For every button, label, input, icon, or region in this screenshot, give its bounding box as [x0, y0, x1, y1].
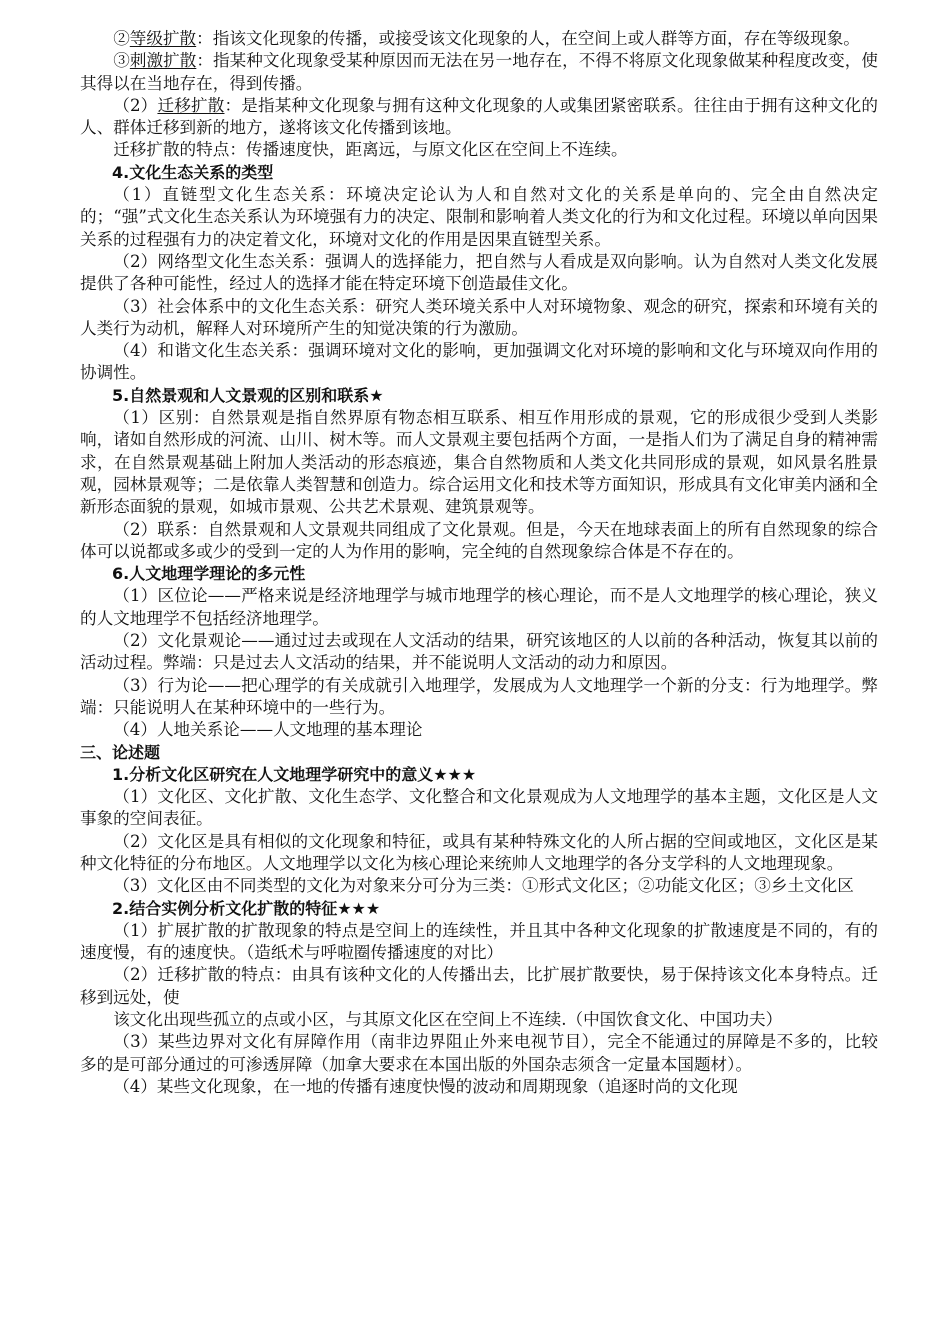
underlined-term: 迁移扩散 — [157, 95, 225, 115]
item-marker: ③ — [113, 51, 130, 71]
item-marker: （2） — [113, 95, 158, 115]
body-paragraph: （3）行为论——把心理学的有关成就引入地理学，发展成为人文地理学一个新的分支：行为地理学。弊端：只能说明人在某种环境中的一些行为。 — [80, 675, 878, 717]
subsection-heading: 4.文化生态关系的类型 — [112, 162, 274, 182]
body-paragraph: （1）扩展扩散的扩散现象的特点是空间上的连续性，并且其中各种文化现象的扩散速度是不同的，有的速度慢，有的速度快。（造纸术与呼啦圈传播速度的对比） — [80, 920, 878, 963]
body-paragraph: （2）联系：自然景观和人文景观共同组成了文化景观。但是，今天在地球表面上的所有自然现象的综合体可以说都或多或少的受到一定的人为作用的影响，完全纯的自然现象综合体是不存在的。 — [80, 519, 878, 561]
body-paragraph — [80, 95, 878, 140]
underlined-term: 刺激扩散 — [129, 51, 197, 71]
body-paragraph: （4）人地关系论——人文地理的基本理论 — [113, 720, 423, 740]
body-paragraph: （1）区位论——严格来说是经济地理学与城市地理学的核心理论，而不是人文地理学的核心理论，狭义的人文地理学不包括经济地理学。 — [80, 586, 878, 628]
body-paragraph: （3）文化区由不同类型的文化为对象来分可分为三类：①形式文化区；②功能文化区；③乡土文化区 — [113, 876, 854, 896]
body-paragraph: （1）直链型文化生态关系：环境决定论认为人和自然对文化的关系是单向的、完全由自然决定的；“强”式文化生态关系认为环境强有力的决定、限制和影响着人类文化的行为和文化过程。环境以单向因果关系的过程强有力的决定着文化，环境对文化的作用是因果直链型关系。 — [80, 185, 878, 249]
body-paragraph: 该文化出现些孤立的点或小区，与其原文化区在空间上不连续.（中国饮食文化、中国功夫） — [113, 1010, 783, 1030]
body-paragraph: （3）社会体系中的文化生态关系：研究人类环境关系中人对环境物象、观念的研究，探索和环境有关的人类行为动机，解释人对环境所产生的知觉决策的行为激励。 — [80, 296, 878, 338]
body-paragraph: （2）迁移扩散的特点：由具有该种文化的人传播出去，比扩展扩散要快，易于保持该文化本身特点。迁移到远处，使 — [80, 965, 878, 1007]
underlined-term: 等级扩散 — [129, 29, 197, 48]
subsection-heading: 5.自然景观和人文景观的区别和联系★ — [112, 385, 384, 405]
body-paragraph: （1）文化区、文化扩散、文化生态学、文化整合和文化景观成为人文地理学的基本主题，文化区是人文事象的空间表征。 — [80, 787, 878, 829]
body-paragraph: 迁移扩散的特点：传播速度快，距离远，与原文化区在空间上不连续。 — [113, 140, 628, 160]
body-paragraph: （2）网络型文化生态关系：强调人的选择能力，把自然与人看成是双向影响。认为自然对人类文化发展提供了各种可能性，经过人的选择才能在特定环境下创造最佳文化。 — [80, 251, 878, 294]
body-paragraph: （1）区别：自然景观是指自然界原有物态相互联系、相互作用形成的景观，它的形成很少受到人类影响，诸如自然形成的河流、山川、树木等。而人文景观主要包括两个方面，一是指人们为了满足自身的精神需求，在自然景观基础上附加人类活动的形态痕迹，集合自然物质和人类文化共同形成的景观，如风景名胜景观，园林景观等；二是依靠人类智慧和创造力。综合运用文化和技术等方面知识，形成具有文化审美内涵和全新形态面貌的景观，如城市景观、公共艺术景观、建筑景观等。 — [80, 408, 878, 517]
body-paragraph — [80, 50, 878, 95]
item-marker: ② — [113, 29, 130, 48]
paragraph-text: ：指某种文化现象受某种原因而无法在另一地存在，不得不将原文化现象做某种程度改变，使其得以在当地存在，得到传播。 — [80, 51, 879, 93]
body-paragraph: （3）某些边界对文化有屏障作用（南非边界阻止外来电视节目），完全不能通过的屏障是不多的，比较多的是可部分通过的可渗透屏障（加拿大要求在本国出版的外国杂志须含一定量本国题材）。 — [80, 1032, 878, 1074]
subsection-heading: 2.结合实例分析文化扩散的特征★★★ — [112, 898, 381, 918]
body-paragraph: （4）和谐文化生态关系：强调环境对文化的影响，更加强调文化对环境的影响和文化与环境双向作用的协调性。 — [80, 341, 878, 383]
body-paragraph — [80, 28, 878, 50]
body-paragraph: （2）文化景观论——通过过去或现在人文活动的结果，研究该地区的人以前的各种活动，恢复其以前的活动过程。弊端：只是过去人文活动的结果，并不能说明人文活动的动力和原因。 — [80, 631, 878, 673]
paragraph-text: ：是指某种文化现象与拥有这种文化现象的人或集团紧密联系。往往由于拥有这种文化的人、群体迁移到新的地方，遂将该文化传播到该地。 — [80, 95, 878, 138]
subsection-heading: 1.分析文化区研究在人文地理学研究中的意义★★★ — [112, 764, 477, 784]
body-paragraph: （2）文化区是具有相似的文化现象和特征，或具有某种特殊文化的人所占据的空间或地区，文化区是某种文化特征的分布地区。人文地理学以文化为核心理论来统帅人文地理学的各分支学科的人文地理现象。 — [80, 831, 878, 873]
section-heading: 三、论述题 — [80, 742, 161, 762]
subsection-heading: 6.人文地理学理论的多元性 — [112, 564, 306, 584]
body-paragraph: （4）某些文化现象，在一地的传播有速度快慢的波动和周期现象（追逐时尚的文化现 — [113, 1076, 738, 1096]
paragraph-text: ：指该文化现象的传播，或接受该文化现象的人，在空间上或人群等方面，存在等级现象。 — [196, 29, 860, 48]
